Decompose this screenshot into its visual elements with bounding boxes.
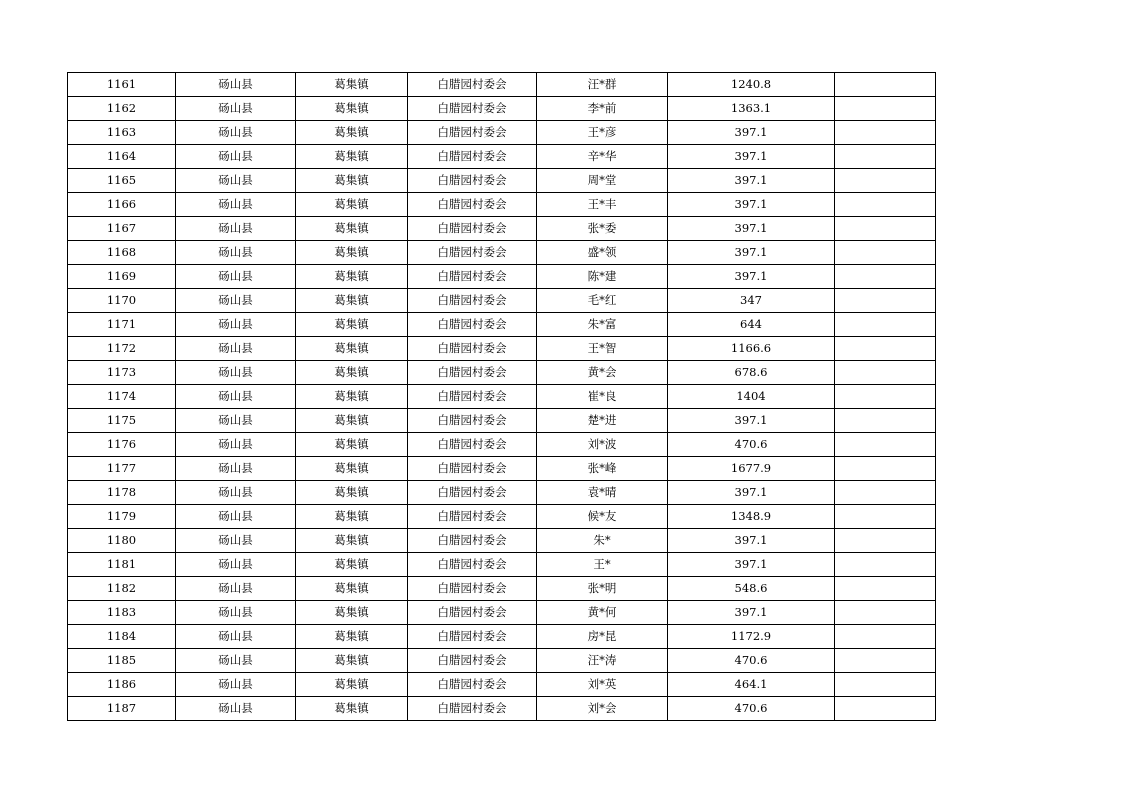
row-number-cell: 1165	[68, 169, 176, 193]
row-number-cell: 1161	[68, 73, 176, 97]
table-row	[68, 385, 936, 409]
row-number-cell: 1164	[68, 145, 176, 169]
county-cell: 砀山县	[176, 193, 296, 217]
row-number-cell: 1162	[68, 97, 176, 121]
village-committee-cell: 白腊园村委会	[408, 505, 537, 529]
amount-cell: 470.6	[668, 649, 835, 673]
amount-cell: 548.6	[668, 577, 835, 601]
town-cell: 葛集镇	[296, 625, 408, 649]
town-cell: 葛集镇	[296, 505, 408, 529]
table-row	[68, 457, 936, 481]
village-committee-cell: 白腊园村委会	[408, 73, 537, 97]
table-row	[68, 241, 936, 265]
village-committee-cell: 白腊园村委会	[408, 289, 537, 313]
name-cell: 朱*富	[537, 313, 668, 337]
table-row	[68, 673, 936, 697]
county-cell: 砀山县	[176, 673, 296, 697]
village-committee-cell: 白腊园村委会	[408, 601, 537, 625]
amount-cell: 397.1	[668, 529, 835, 553]
note-cell	[835, 121, 936, 145]
note-cell	[835, 673, 936, 697]
row-number-cell: 1185	[68, 649, 176, 673]
table-row	[68, 265, 936, 289]
town-cell: 葛集镇	[296, 145, 408, 169]
village-committee-cell: 白腊园村委会	[408, 481, 537, 505]
town-cell: 葛集镇	[296, 601, 408, 625]
village-committee-cell: 白腊园村委会	[408, 265, 537, 289]
table-row	[68, 145, 936, 169]
county-cell: 砀山县	[176, 481, 296, 505]
village-committee-cell: 白腊园村委会	[408, 577, 537, 601]
row-number-cell: 1173	[68, 361, 176, 385]
county-cell: 砀山县	[176, 361, 296, 385]
amount-cell: 1240.8	[668, 73, 835, 97]
village-committee-cell: 白腊园村委会	[408, 529, 537, 553]
table-row	[68, 529, 936, 553]
table-row	[68, 625, 936, 649]
row-number-cell: 1179	[68, 505, 176, 529]
table-row	[68, 193, 936, 217]
county-cell: 砀山县	[176, 97, 296, 121]
town-cell: 葛集镇	[296, 313, 408, 337]
note-cell	[835, 313, 936, 337]
note-cell	[835, 601, 936, 625]
row-number-cell: 1170	[68, 289, 176, 313]
row-number-cell: 1172	[68, 337, 176, 361]
village-committee-cell: 白腊园村委会	[408, 145, 537, 169]
note-cell	[835, 481, 936, 505]
name-cell: 刘*英	[537, 673, 668, 697]
row-number-cell: 1182	[68, 577, 176, 601]
county-cell: 砀山县	[176, 121, 296, 145]
row-number-cell: 1163	[68, 121, 176, 145]
town-cell: 葛集镇	[296, 265, 408, 289]
note-cell	[835, 505, 936, 529]
village-committee-cell: 白腊园村委会	[408, 409, 537, 433]
amount-cell: 1166.6	[668, 337, 835, 361]
amount-cell: 397.1	[668, 409, 835, 433]
name-cell: 毛*红	[537, 289, 668, 313]
town-cell: 葛集镇	[296, 289, 408, 313]
town-cell: 葛集镇	[296, 121, 408, 145]
table-row	[68, 433, 936, 457]
amount-cell: 1363.1	[668, 97, 835, 121]
county-cell: 砀山县	[176, 169, 296, 193]
town-cell: 葛集镇	[296, 553, 408, 577]
county-cell: 砀山县	[176, 625, 296, 649]
village-committee-cell: 白腊园村委会	[408, 337, 537, 361]
amount-cell: 678.6	[668, 361, 835, 385]
town-cell: 葛集镇	[296, 481, 408, 505]
amount-cell: 1348.9	[668, 505, 835, 529]
village-committee-cell: 白腊园村委会	[408, 217, 537, 241]
county-cell: 砀山县	[176, 457, 296, 481]
name-cell: 辛*华	[537, 145, 668, 169]
name-cell: 王*丰	[537, 193, 668, 217]
note-cell	[835, 385, 936, 409]
note-cell	[835, 649, 936, 673]
row-number-cell: 1183	[68, 601, 176, 625]
name-cell: 袁*晴	[537, 481, 668, 505]
row-number-cell: 1180	[68, 529, 176, 553]
town-cell: 葛集镇	[296, 169, 408, 193]
name-cell: 候*友	[537, 505, 668, 529]
name-cell: 张*峰	[537, 457, 668, 481]
amount-cell: 397.1	[668, 121, 835, 145]
note-cell	[835, 361, 936, 385]
village-committee-cell: 白腊园村委会	[408, 121, 537, 145]
amount-cell: 397.1	[668, 601, 835, 625]
amount-cell: 397.1	[668, 553, 835, 577]
name-cell: 张*明	[537, 577, 668, 601]
table-row	[68, 337, 936, 361]
note-cell	[835, 577, 936, 601]
county-cell: 砀山县	[176, 553, 296, 577]
note-cell	[835, 73, 936, 97]
name-cell: 刘*会	[537, 697, 668, 721]
village-committee-cell: 白腊园村委会	[408, 673, 537, 697]
amount-cell: 470.6	[668, 433, 835, 457]
table-row	[68, 73, 936, 97]
amount-cell: 1677.9	[668, 457, 835, 481]
amount-cell: 464.1	[668, 673, 835, 697]
county-cell: 砀山县	[176, 649, 296, 673]
village-committee-cell: 白腊园村委会	[408, 97, 537, 121]
note-cell	[835, 193, 936, 217]
row-number-cell: 1174	[68, 385, 176, 409]
table-row	[68, 553, 936, 577]
town-cell: 葛集镇	[296, 193, 408, 217]
name-cell: 陈*建	[537, 265, 668, 289]
village-committee-cell: 白腊园村委会	[408, 169, 537, 193]
row-number-cell: 1177	[68, 457, 176, 481]
amount-cell: 347	[668, 289, 835, 313]
table-row	[68, 217, 936, 241]
county-cell: 砀山县	[176, 433, 296, 457]
table-row	[68, 313, 936, 337]
village-committee-cell: 白腊园村委会	[408, 433, 537, 457]
amount-cell: 397.1	[668, 481, 835, 505]
note-cell	[835, 409, 936, 433]
note-cell	[835, 265, 936, 289]
row-number-cell: 1184	[68, 625, 176, 649]
amount-cell: 470.6	[668, 697, 835, 721]
town-cell: 葛集镇	[296, 649, 408, 673]
town-cell: 葛集镇	[296, 337, 408, 361]
table-row	[68, 481, 936, 505]
note-cell	[835, 97, 936, 121]
name-cell: 崔*良	[537, 385, 668, 409]
amount-cell: 397.1	[668, 193, 835, 217]
note-cell	[835, 457, 936, 481]
amount-cell: 397.1	[668, 241, 835, 265]
county-cell: 砀山县	[176, 217, 296, 241]
table-row	[68, 97, 936, 121]
table-row	[68, 577, 936, 601]
name-cell: 王*	[537, 553, 668, 577]
county-cell: 砀山县	[176, 385, 296, 409]
village-committee-cell: 白腊园村委会	[408, 649, 537, 673]
row-number-cell: 1187	[68, 697, 176, 721]
note-cell	[835, 289, 936, 313]
row-number-cell: 1168	[68, 241, 176, 265]
town-cell: 葛集镇	[296, 577, 408, 601]
town-cell: 葛集镇	[296, 409, 408, 433]
village-committee-cell: 白腊园村委会	[408, 313, 537, 337]
county-cell: 砀山县	[176, 265, 296, 289]
village-committee-cell: 白腊园村委会	[408, 457, 537, 481]
amount-cell: 1172.9	[668, 625, 835, 649]
town-cell: 葛集镇	[296, 529, 408, 553]
town-cell: 葛集镇	[296, 241, 408, 265]
table-row	[68, 505, 936, 529]
county-cell: 砀山县	[176, 577, 296, 601]
village-committee-cell: 白腊园村委会	[408, 697, 537, 721]
note-cell	[835, 145, 936, 169]
county-cell: 砀山县	[176, 529, 296, 553]
town-cell: 葛集镇	[296, 457, 408, 481]
table-row	[68, 697, 936, 721]
data-table	[67, 72, 936, 721]
village-committee-cell: 白腊园村委会	[408, 625, 537, 649]
name-cell: 盛*领	[537, 241, 668, 265]
table-row	[68, 289, 936, 313]
town-cell: 葛集镇	[296, 97, 408, 121]
note-cell	[835, 625, 936, 649]
amount-cell: 397.1	[668, 217, 835, 241]
row-number-cell: 1178	[68, 481, 176, 505]
town-cell: 葛集镇	[296, 385, 408, 409]
village-committee-cell: 白腊园村委会	[408, 193, 537, 217]
row-number-cell: 1176	[68, 433, 176, 457]
note-cell	[835, 433, 936, 457]
row-number-cell: 1171	[68, 313, 176, 337]
town-cell: 葛集镇	[296, 697, 408, 721]
name-cell: 汪*群	[537, 73, 668, 97]
name-cell: 刘*波	[537, 433, 668, 457]
note-cell	[835, 697, 936, 721]
county-cell: 砀山县	[176, 409, 296, 433]
row-number-cell: 1166	[68, 193, 176, 217]
table-row	[68, 121, 936, 145]
name-cell: 张*委	[537, 217, 668, 241]
amount-cell: 397.1	[668, 169, 835, 193]
name-cell: 黄*何	[537, 601, 668, 625]
table-row	[68, 601, 936, 625]
note-cell	[835, 553, 936, 577]
name-cell: 王*彦	[537, 121, 668, 145]
table-row	[68, 649, 936, 673]
name-cell: 李*前	[537, 97, 668, 121]
county-cell: 砀山县	[176, 289, 296, 313]
name-cell: 朱*	[537, 529, 668, 553]
town-cell: 葛集镇	[296, 73, 408, 97]
note-cell	[835, 241, 936, 265]
county-cell: 砀山县	[176, 241, 296, 265]
row-number-cell: 1181	[68, 553, 176, 577]
village-committee-cell: 白腊园村委会	[408, 361, 537, 385]
name-cell: 周*堂	[537, 169, 668, 193]
row-number-cell: 1175	[68, 409, 176, 433]
name-cell: 黄*会	[537, 361, 668, 385]
name-cell: 汪*涛	[537, 649, 668, 673]
county-cell: 砀山县	[176, 145, 296, 169]
county-cell: 砀山县	[176, 337, 296, 361]
county-cell: 砀山县	[176, 313, 296, 337]
name-cell: 房*昆	[537, 625, 668, 649]
county-cell: 砀山县	[176, 73, 296, 97]
town-cell: 葛集镇	[296, 361, 408, 385]
county-cell: 砀山县	[176, 505, 296, 529]
note-cell	[835, 337, 936, 361]
village-committee-cell: 白腊园村委会	[408, 385, 537, 409]
table-row	[68, 361, 936, 385]
name-cell: 王*智	[537, 337, 668, 361]
note-cell	[835, 529, 936, 553]
town-cell: 葛集镇	[296, 217, 408, 241]
amount-cell: 644	[668, 313, 835, 337]
town-cell: 葛集镇	[296, 433, 408, 457]
table-row	[68, 409, 936, 433]
town-cell: 葛集镇	[296, 673, 408, 697]
name-cell: 楚*进	[537, 409, 668, 433]
row-number-cell: 1167	[68, 217, 176, 241]
table-body	[68, 73, 936, 721]
amount-cell: 1404	[668, 385, 835, 409]
county-cell: 砀山县	[176, 601, 296, 625]
note-cell	[835, 217, 936, 241]
note-cell	[835, 169, 936, 193]
amount-cell: 397.1	[668, 265, 835, 289]
table-row	[68, 169, 936, 193]
county-cell: 砀山县	[176, 697, 296, 721]
amount-cell: 397.1	[668, 145, 835, 169]
row-number-cell: 1169	[68, 265, 176, 289]
village-committee-cell: 白腊园村委会	[408, 553, 537, 577]
row-number-cell: 1186	[68, 673, 176, 697]
village-committee-cell: 白腊园村委会	[408, 241, 537, 265]
